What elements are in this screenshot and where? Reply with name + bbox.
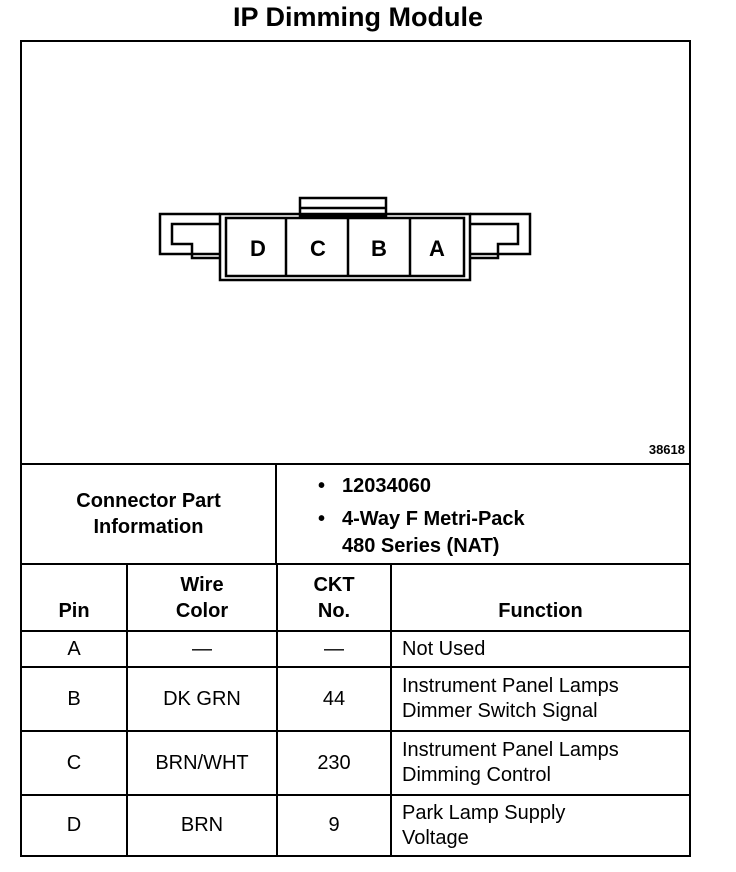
function-line1: Park Lamp Supply	[402, 801, 566, 824]
wire-color-header-line2: Color	[175, 600, 229, 622]
ckt-cell: 230	[277, 731, 391, 795]
connector-face-drawing	[22, 42, 689, 463]
pinout-header-row	[22, 565, 689, 631]
pin-header: Pin	[22, 565, 127, 631]
left-mount-ear	[160, 214, 220, 254]
table-row	[22, 631, 689, 667]
connector-part-number	[318, 473, 678, 500]
function-line2: Dimmer Switch Signal	[402, 700, 598, 722]
cavity-label-d: D	[250, 236, 266, 261]
ckt-header-line2: No.	[317, 600, 351, 622]
figure-id: 38618	[648, 442, 685, 457]
pin-cell: A	[22, 631, 127, 667]
function-cell	[391, 667, 689, 731]
table-row	[22, 731, 689, 795]
table-row	[22, 667, 689, 731]
pin-cell: C	[22, 731, 127, 795]
part-number-text: • 12034060	[342, 475, 431, 497]
table-row	[22, 795, 689, 855]
connector-type-line2: 480 Series (NAT)	[342, 535, 500, 557]
connector-type-line1: • 4-Way F Metri-Pack	[342, 508, 525, 530]
connector-info-list	[318, 473, 678, 560]
wire-color-header	[127, 565, 277, 631]
pin-cell: B	[22, 667, 127, 731]
wire-color-cell: —	[127, 631, 277, 667]
ckt-header	[277, 565, 391, 631]
wire-color-header-line1: Wire	[180, 574, 224, 596]
wire-color-cell: DK GRN	[127, 667, 277, 731]
connector-info-label-line2: Information	[93, 516, 204, 538]
function-cell	[391, 731, 689, 795]
function-header: Function	[391, 565, 689, 631]
function-line1: Instrument Panel Lamps	[402, 675, 619, 697]
page-title: IP Dimming Module	[232, 2, 483, 32]
connector-sheet	[20, 40, 691, 857]
function-cell: Not Used	[391, 631, 689, 667]
connector-type	[318, 506, 678, 560]
ckt-cell: 9	[277, 795, 391, 855]
cavity-label-a: A	[429, 236, 445, 261]
function-line1: Instrument Panel Lamps	[402, 739, 619, 761]
ckt-cell: —	[277, 631, 391, 667]
connector-diagram	[22, 42, 689, 465]
wire-color-cell: BRN/WHT	[127, 731, 277, 795]
function-line2: Dimming Control	[402, 764, 551, 786]
cavity-label-b: B	[371, 236, 387, 261]
connector-info-row	[22, 465, 689, 565]
connector-info-label	[22, 465, 277, 563]
wire-color-cell: BRN	[127, 795, 277, 855]
function-cell	[391, 795, 689, 855]
cavity-label-c: C	[310, 236, 326, 261]
pin-cell: D	[22, 795, 127, 855]
right-mount-ear	[470, 214, 530, 254]
pinout-table	[22, 565, 689, 855]
connector-info-label-line1: Connector Part	[76, 490, 221, 512]
ckt-header-line1: CKT	[313, 574, 355, 596]
ckt-cell: 44	[277, 667, 391, 731]
function-line2: Voltage	[402, 826, 469, 849]
